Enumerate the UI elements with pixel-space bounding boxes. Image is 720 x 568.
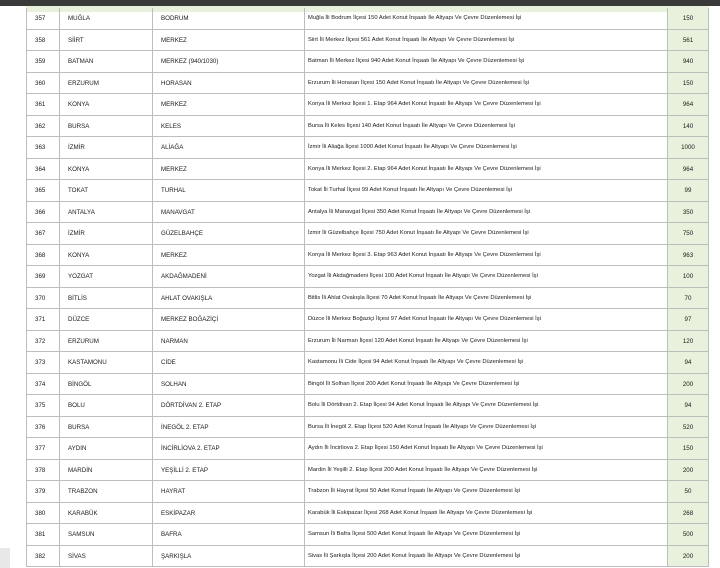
- row-number-cell: 378: [26, 460, 60, 482]
- housing-count-cell: 100: [668, 266, 709, 288]
- district-cell: MANAVGAT: [153, 202, 305, 224]
- row-number-cell: 357: [26, 8, 60, 30]
- table-row: [26, 159, 709, 181]
- project-description-cell: İzmir İli Güzelbahçe İlçesi 750 Adet Konut İnşaatı İle Altyapı Ve Çevre Düzenlemesi İşi: [305, 223, 668, 245]
- province-cell: BİNGÖL: [60, 374, 153, 396]
- housing-count-cell: 94: [668, 395, 709, 417]
- district-cell: MERKEZ: [153, 30, 305, 52]
- table-row: [26, 202, 709, 224]
- district-cell: ALİAĞA: [153, 137, 305, 159]
- table-row: [26, 245, 709, 267]
- housing-count-cell: 500: [668, 524, 709, 546]
- table-row: [26, 481, 709, 503]
- province-cell: ERZURUM: [60, 331, 153, 353]
- row-number-cell: 360: [26, 73, 60, 95]
- province-cell: BURSA: [60, 116, 153, 138]
- row-number-cell: 381: [26, 524, 60, 546]
- project-description-cell: Mardin İli Yeşilli 2. Etap İlçesi 200 Adet Konut İnşaatı İle Altyapı Ve Çevre Düzenlemesi İşi: [305, 460, 668, 482]
- province-cell: YOZGAT: [60, 266, 153, 288]
- province-cell: İZMİR: [60, 223, 153, 245]
- table-row: [26, 266, 709, 288]
- province-cell: BİTLİS: [60, 288, 153, 310]
- province-cell: BURSA: [60, 417, 153, 439]
- district-cell: TURHAL: [153, 180, 305, 202]
- project-description-cell: Siirt İli Merkez İlçesi 561 Adet Konut İnşaatı İle Altyapı Ve Çevre Düzenlemesi İşi: [305, 30, 668, 52]
- district-cell: HAYRAT: [153, 481, 305, 503]
- district-cell: NARMAN: [153, 331, 305, 353]
- row-number-cell: 377: [26, 438, 60, 460]
- province-cell: BATMAN: [60, 51, 153, 73]
- housing-count-cell: 963: [668, 245, 709, 267]
- housing-count-cell: 268: [668, 503, 709, 525]
- table-row: [26, 417, 709, 439]
- table-row: [26, 524, 709, 546]
- housing-count-cell: 964: [668, 159, 709, 181]
- table-row: [26, 331, 709, 353]
- province-cell: DÜZCE: [60, 309, 153, 331]
- table-row: [26, 309, 709, 331]
- row-number-cell: 358: [26, 30, 60, 52]
- province-cell: SİİRT: [60, 30, 153, 52]
- district-cell: İNCİRLİOVA 2. ETAP: [153, 438, 305, 460]
- row-number-cell: 375: [26, 395, 60, 417]
- province-cell: SAMSUN: [60, 524, 153, 546]
- housing-count-cell: 50: [668, 481, 709, 503]
- district-cell: MERKEZ BOĞAZİÇİ: [153, 309, 305, 331]
- housing-count-cell: 561: [668, 30, 709, 52]
- district-cell: MERKEZ (940/1030): [153, 51, 305, 73]
- project-description-cell: Aydın İli İncirliova 2. Etap İlçesi 150 Adet Konut İnşaatı İle Altyapı Ve Çevre Düzenlemesi İşi: [305, 438, 668, 460]
- table-row: [26, 438, 709, 460]
- table-row: [26, 352, 709, 374]
- housing-count-cell: 97: [668, 309, 709, 331]
- district-cell: İNEGÖL 2. ETAP: [153, 417, 305, 439]
- housing-count-cell: 964: [668, 94, 709, 116]
- district-cell: BODRUM: [153, 8, 305, 30]
- row-number-cell: 373: [26, 352, 60, 374]
- project-description-cell: Batman İli Merkez İlçesi 940 Adet Konut İnşaatı İle Altyapı Ve Çevre Düzenlemesi İşi: [305, 51, 668, 73]
- table-row: [26, 73, 709, 95]
- district-cell: KELES: [153, 116, 305, 138]
- table-row: [26, 395, 709, 417]
- province-cell: TRABZON: [60, 481, 153, 503]
- housing-count-cell: 750: [668, 223, 709, 245]
- project-description-cell: Düzce İli Merkez Boğaziçi İlçesi 97 Adet Konut İnşaatı İle Altyapı Ve Çevre Düzenlemesi İşi: [305, 309, 668, 331]
- table-row: [26, 288, 709, 310]
- project-description-cell: Bursa İli Keles İlçesi 140 Adet Konut İnşaatı İle Altyapı Ve Çevre Düzenlemesi İşi: [305, 116, 668, 138]
- district-cell: SOLHAN: [153, 374, 305, 396]
- housing-count-cell: 99: [668, 180, 709, 202]
- table-row: [26, 223, 709, 245]
- province-cell: KONYA: [60, 159, 153, 181]
- housing-count-cell: 200: [668, 546, 709, 568]
- row-number-cell: 379: [26, 481, 60, 503]
- table-row: [26, 180, 709, 202]
- row-number-cell: 368: [26, 245, 60, 267]
- project-description-cell: Yozgat İli Akdağmadeni İlçesi 100 Adet Konut İnşaatı İle Altyapı Ve Çevre Düzenlemesi İşi: [305, 266, 668, 288]
- row-number-cell: 363: [26, 137, 60, 159]
- housing-count-cell: 1000: [668, 137, 709, 159]
- province-cell: İZMİR: [60, 137, 153, 159]
- project-description-cell: Sivas İli Şarkışla İlçesi 200 Adet Konut İnşaatı İle Altyapı Ve Çevre Düzenlemesi İşi: [305, 546, 668, 568]
- district-cell: AKDAĞMADENİ: [153, 266, 305, 288]
- housing-count-cell: 70: [668, 288, 709, 310]
- province-cell: KONYA: [60, 94, 153, 116]
- project-description-cell: Erzurum İli Horasan İlçesi 150 Adet Konut İnşaatı İle Altyapı Ve Çevre Düzenlemesi İşi: [305, 73, 668, 95]
- project-description-cell: Antalya İli Manavgat İlçesi 350 Adet Konut İnşaatı İle Altyapı Ve Çevre Düzenlemesi İşi: [305, 202, 668, 224]
- row-number-cell: 376: [26, 417, 60, 439]
- left-edge-fragment: [0, 548, 10, 568]
- row-number-cell: 380: [26, 503, 60, 525]
- project-description-cell: Tokat İli Turhal İlçesi 99 Adet Konut İnşaatı İle Altyapı Ve Çevre Düzenlemesi İşi: [305, 180, 668, 202]
- row-number-cell: 362: [26, 116, 60, 138]
- table-row: [26, 8, 709, 30]
- row-number-cell: 361: [26, 94, 60, 116]
- province-cell: ANTALYA: [60, 202, 153, 224]
- district-cell: CİDE: [153, 352, 305, 374]
- housing-count-cell: 200: [668, 374, 709, 396]
- row-number-cell: 369: [26, 266, 60, 288]
- housing-count-cell: 350: [668, 202, 709, 224]
- project-description-cell: Bolu İli Dörtdivan 2. Etap İlçesi 94 Adet Konut İnşaatı İle Altyapı Ve Çevre Düzenlemesi İşi: [305, 395, 668, 417]
- province-cell: TOKAT: [60, 180, 153, 202]
- row-number-cell: 364: [26, 159, 60, 181]
- table-row: [26, 116, 709, 138]
- housing-count-cell: 140: [668, 116, 709, 138]
- province-cell: SİVAS: [60, 546, 153, 568]
- district-cell: YEŞİLLİ 2. ETAP: [153, 460, 305, 482]
- table-row: [26, 374, 709, 396]
- housing-count-cell: 94: [668, 352, 709, 374]
- province-cell: KONYA: [60, 245, 153, 267]
- housing-count-cell: 150: [668, 8, 709, 30]
- project-description-cell: Bingöl İli Solhan İlçesi 200 Adet Konut İnşaatı İle Altyapı Ve Çevre Düzenlemesi İşi: [305, 374, 668, 396]
- row-number-cell: 370: [26, 288, 60, 310]
- table-row: [26, 460, 709, 482]
- project-description-cell: Konya İli Merkez İlçesi 3. Etap 963 Adet Konut İnşaatı İle Altyapı Ve Çevre Düzenlemesi İşi: [305, 245, 668, 267]
- table-row: [26, 503, 709, 525]
- project-description-cell: Bitlis İli Ahlat Ovakışla İlçesi 70 Adet Konut İnşaatı İle Altyapı Ve Çevre Düzenlemesi İşi: [305, 288, 668, 310]
- row-number-cell: 366: [26, 202, 60, 224]
- housing-count-cell: 150: [668, 73, 709, 95]
- row-number-cell: 367: [26, 223, 60, 245]
- housing-count-cell: 940: [668, 51, 709, 73]
- row-number-cell: 372: [26, 331, 60, 353]
- housing-count-cell: 200: [668, 460, 709, 482]
- district-cell: MERKEZ: [153, 245, 305, 267]
- project-description-cell: Konya İli Merkez İlçesi 2. Etap 964 Adet Konut İnşaatı İle Altyapı Ve Çevre Düzenlemesi İşi: [305, 159, 668, 181]
- project-description-cell: Erzurum İli Narman İlçesi 120 Adet Konut İnşaatı İle Altyapı Ve Çevre Düzenlemesi İşi: [305, 331, 668, 353]
- province-cell: AYDIN: [60, 438, 153, 460]
- project-description-cell: Kastamonu İli Cide İlçesi 94 Adet Konut İnşaatı İle Altyapı Ve Çevre Düzenlemesi İşi: [305, 352, 668, 374]
- table-row: [26, 94, 709, 116]
- project-description-cell: Karabük İli Eskipazar İlçesi 268 Adet Konut İnşaatı İle Altyapı Ve Çevre Düzenlemesi İşi: [305, 503, 668, 525]
- district-cell: GÜZELBAHÇE: [153, 223, 305, 245]
- housing-count-cell: 120: [668, 331, 709, 353]
- province-cell: BOLU: [60, 395, 153, 417]
- project-description-cell: Bursa İli İnegöl 2. Etap İlçesi 520 Adet Konut İnşaatı İle Altyapı Ve Çevre Düzenlemesi İşi: [305, 417, 668, 439]
- housing-count-cell: 520: [668, 417, 709, 439]
- row-number-cell: 365: [26, 180, 60, 202]
- district-cell: MERKEZ: [153, 94, 305, 116]
- table-row: [26, 546, 709, 568]
- row-number-cell: 371: [26, 309, 60, 331]
- housing-count-cell: 150: [668, 438, 709, 460]
- province-cell: ERZURUM: [60, 73, 153, 95]
- province-cell: KASTAMONU: [60, 352, 153, 374]
- province-cell: KARABÜK: [60, 503, 153, 525]
- project-description-cell: Muğla İli Bodrum İlçesi 150 Adet Konut İnşaatı İle Altyapı Ve Çevre Düzenlemesi İşi: [305, 8, 668, 30]
- project-description-cell: Konya İli Merkez İlçesi 1. Etap 964 Adet Konut İnşaatı İle Altyapı Ve Çevre Düzenlemesi İşi: [305, 94, 668, 116]
- district-cell: MERKEZ: [153, 159, 305, 181]
- table-row: [26, 51, 709, 73]
- table-row: [26, 137, 709, 159]
- row-number-cell: 359: [26, 51, 60, 73]
- table-row: [26, 30, 709, 52]
- project-description-cell: İzmir İli Aliağa İlçesi 1000 Adet Konut İnşaatı İle Altyapı Ve Çevre Düzenlemesi İşi: [305, 137, 668, 159]
- province-cell: MUĞLA: [60, 8, 153, 30]
- row-number-cell: 382: [26, 546, 60, 568]
- project-description-cell: Samsun İli Bafra İlçesi 500 Adet Konut İnşaatı İle Altyapı Ve Çevre Düzenlemesi İşi: [305, 524, 668, 546]
- district-cell: AHLAT OVAKIŞLA: [153, 288, 305, 310]
- district-cell: BAFRA: [153, 524, 305, 546]
- district-cell: DÖRTDİVAN 2. ETAP: [153, 395, 305, 417]
- district-cell: ŞARKIŞLA: [153, 546, 305, 568]
- district-cell: HORASAN: [153, 73, 305, 95]
- district-cell: ESKİPAZAR: [153, 503, 305, 525]
- project-description-cell: Trabzon İli Hayrat İlçesi 50 Adet Konut İnşaatı İle Altyapı Ve Çevre Düzenlemesi İşi: [305, 481, 668, 503]
- province-cell: MARDİN: [60, 460, 153, 482]
- row-number-cell: 374: [26, 374, 60, 396]
